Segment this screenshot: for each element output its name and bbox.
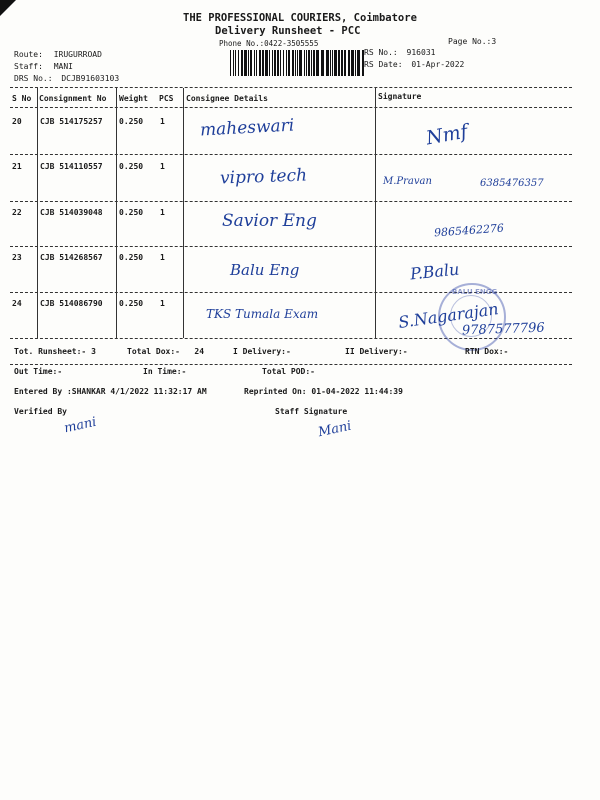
i-delivery: I Delivery:-: [233, 347, 291, 356]
barcode-bar: [235, 50, 236, 76]
col-separator: [183, 88, 184, 338]
barcode-bar: [338, 50, 340, 76]
rs-date-row: [364, 60, 464, 69]
rs-no-label: RS No.:: [364, 48, 398, 57]
barcode-bar: [272, 50, 273, 76]
route-value: IRUGURROAD: [53, 50, 102, 59]
rs-date-label: RS Date:: [364, 60, 403, 69]
row-sno: 22: [12, 208, 22, 217]
company-name: THE PROFESSIONAL COURIERS, Coimbatore: [183, 12, 417, 24]
col-separator: [116, 88, 117, 338]
ii-delivery: II Delivery:-: [345, 347, 408, 356]
barcode-bar: [330, 50, 331, 76]
route-row: [14, 50, 102, 59]
barcode-bar: [341, 50, 343, 76]
barcode-bar: [248, 50, 249, 76]
signature-handwriting: 9865462276: [433, 221, 505, 240]
col-separator: [37, 88, 38, 338]
signature-handwriting: S.Nagarajan: [397, 299, 500, 332]
barcode-bar: [304, 50, 305, 76]
row-consignment: CJB 514086790: [40, 299, 103, 308]
header-consignee: Consignee Details: [186, 94, 268, 103]
staff-signature: Mani: [316, 418, 353, 441]
table-header-rule: [10, 107, 572, 108]
barcode-bar: [280, 50, 281, 76]
barcode-bar: [230, 50, 231, 76]
phone-number: Phone No.:0422-3505555: [219, 39, 319, 48]
rtn-dox: RTN Dox:-: [465, 347, 509, 356]
stamp-text: BALU ENGG: [452, 288, 498, 296]
row-sno: 21: [12, 162, 22, 171]
signature-handwriting: P.Balu: [409, 259, 461, 284]
header-pcs: PCS: [159, 94, 174, 103]
barcode-bar: [265, 50, 268, 76]
barcode-bar: [306, 50, 307, 76]
row-consignment: CJB 514039048: [40, 208, 103, 217]
row-sno: 23: [12, 253, 22, 262]
barcode-bar: [313, 50, 315, 76]
row-weight: 0.250: [119, 208, 144, 217]
barcode-bar: [351, 50, 354, 76]
barcode-bar: [288, 50, 290, 76]
barcode-bar: [295, 50, 296, 76]
row-divider: [10, 154, 572, 155]
barcode-bar: [250, 50, 252, 76]
table-top-rule: [10, 87, 572, 88]
row-sno: 24: [12, 299, 22, 308]
row-sno: 20: [12, 117, 22, 126]
barcode-bar: [262, 50, 264, 76]
row-weight: 0.250: [119, 117, 144, 126]
row-consignment: CJB 514175257: [40, 117, 103, 126]
row-consignment: CJB 514268567: [40, 253, 103, 262]
out-time: Out Time:-: [14, 367, 63, 376]
row-weight: 0.250: [119, 253, 144, 262]
barcode-bar: [332, 50, 333, 76]
barcode-bar: [355, 50, 356, 76]
signature-handwriting: Nmf: [424, 120, 470, 150]
in-time: In Time:-: [143, 367, 187, 376]
row-pcs: 1: [160, 162, 165, 171]
row-weight: 0.250: [119, 299, 144, 308]
col-separator: [375, 88, 376, 338]
barcode-bar: [241, 50, 243, 76]
consignee-handwriting: maheswari: [199, 115, 295, 141]
rs-no-row: [364, 48, 435, 57]
row-weight: 0.250: [119, 162, 144, 171]
row-pcs: 1: [160, 208, 165, 217]
consignee-handwriting: vipro tech: [219, 165, 308, 189]
scan-corner-mark: [0, 0, 16, 16]
total-dox: Total Dox:- 24: [127, 347, 205, 356]
staff-signature-label: Staff Signature: [275, 407, 348, 416]
route-label: Route:: [14, 50, 43, 59]
reprinted-on: Reprinted On: 01-04-2022 11:44:39: [244, 387, 403, 396]
barcode-bar: [259, 50, 261, 76]
barcode-bar: [286, 50, 287, 76]
consignee-handwriting: Savior Eng: [222, 211, 317, 231]
barcode-bar: [283, 50, 284, 76]
barcode-bar: [274, 50, 276, 76]
barcode-bar: [233, 50, 234, 76]
barcode-bar: [269, 50, 270, 76]
drs-label: DRS No.:: [14, 74, 53, 83]
signature-phone-handwriting: 6385476357: [480, 178, 544, 189]
drs-value: DCJB91603103: [61, 74, 120, 83]
header-signature: Signature: [378, 92, 422, 101]
row-divider: [10, 246, 572, 247]
signature-handwriting: M.Pravan: [383, 176, 432, 187]
page-number: Page No.:3: [448, 37, 497, 46]
row-pcs: 1: [160, 253, 165, 262]
header-sno: S No: [12, 94, 32, 103]
consignee-handwriting: Balu Eng: [230, 261, 300, 279]
barcode-bar: [292, 50, 294, 76]
consignee-handwriting: TKS Tumala Exam: [206, 307, 319, 321]
total-runsheet: Tot. Runsheet:- 3: [14, 347, 96, 356]
barcode-bar: [238, 50, 239, 76]
totals-rule: [10, 364, 572, 365]
barcode-bar: [326, 50, 329, 76]
verified-by-label: Verified By: [14, 407, 67, 416]
barcode-bar: [277, 50, 279, 76]
rs-no-value: 916031: [406, 48, 436, 57]
row-divider: [10, 201, 572, 202]
drs-row: [14, 74, 119, 83]
row-consignment: CJB 514110557: [40, 162, 103, 171]
barcode-bar: [334, 50, 337, 76]
entered-by: Entered By :SHANKAR 4/1/2022 11:32:17 AM: [14, 387, 207, 396]
document-title: Delivery Runsheet - PCC: [215, 25, 361, 37]
barcode-bar: [357, 50, 360, 76]
rs-date-value: 01-Apr-2022: [411, 60, 465, 69]
barcode-bar: [316, 50, 319, 76]
header-weight: Weight: [119, 94, 148, 103]
signature-phone-handwriting: 9787577796: [461, 320, 545, 339]
barcode-bar: [256, 50, 257, 76]
row-pcs: 1: [160, 299, 165, 308]
barcode-bar: [299, 50, 302, 76]
barcode-bar: [348, 50, 350, 76]
barcode-bar: [311, 50, 312, 76]
total-pod: Total POD:-: [262, 367, 315, 376]
barcode-bar: [321, 50, 324, 76]
barcode: [230, 50, 366, 76]
barcode-bar: [254, 50, 255, 76]
staff-value: MANI: [53, 62, 73, 71]
row-pcs: 1: [160, 117, 165, 126]
staff-row: [14, 62, 73, 71]
barcode-bar: [297, 50, 298, 76]
barcode-bar: [308, 50, 310, 76]
verified-signature: mani: [62, 414, 98, 437]
header-consignment: Consignment No: [39, 94, 107, 103]
barcode-bar: [344, 50, 346, 76]
staff-label: Staff:: [14, 62, 43, 71]
barcode-bar: [244, 50, 247, 76]
